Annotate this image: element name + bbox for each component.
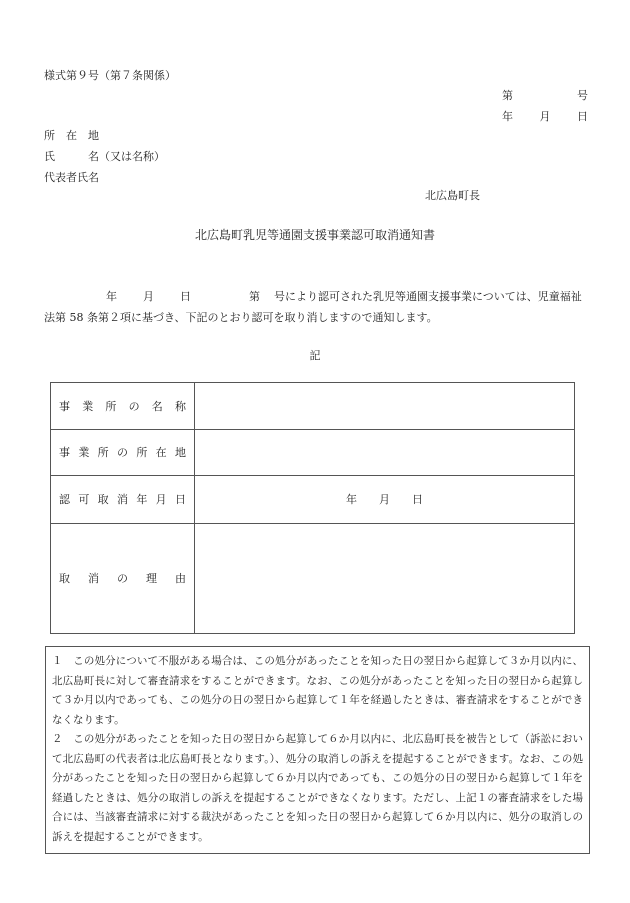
row-label (51, 383, 195, 430)
issuer-name: 北広島町長 (425, 189, 480, 202)
label-char: 取 (97, 493, 109, 506)
body-paragraph (44, 286, 584, 328)
body-day: 日 (180, 290, 191, 303)
document-number-line (502, 90, 588, 101)
label-char: 取 (59, 572, 70, 585)
label-char: 月 (155, 493, 167, 506)
number-suffix: 号 (577, 89, 588, 102)
date-year: 年 (502, 110, 513, 123)
body-year: 年 (106, 290, 117, 303)
date-day: 日 (577, 110, 588, 123)
form-number: 様式第９号（第７条関係） (44, 69, 176, 82)
document-title: 北広島町乳児等通園支援事業認可取消通知書 (194, 228, 435, 242)
label-char: の (116, 446, 128, 459)
ki-heading: 記 (309, 349, 321, 362)
table-row (51, 383, 575, 430)
label-char: 年 (136, 493, 148, 506)
label-char: 業 (82, 399, 94, 413)
label-char: の (117, 572, 128, 585)
business-name-value (195, 383, 575, 430)
notice-item-2: ２ この処分があったことを知った日の翌日から起算して６か月以内に、北広島町長を被告として（訴訟において北広島町の代表者は北広島町長となります。）、処分の取消しの訴えを提起することができます。なお、この処分があったことを知った日の翌日から起算して６か月以内であっても、この処分の日の翌日から起算して１年を経過したときは、処分の取消しの訴えを提起することができなくなります。ただし、上記１の審査請求をした場合には、当該審査請求に対する裁決があったことを知った日の翌日から起算して６か月以内に、処分の取消しの訴えを提起することができます。 (52, 733, 583, 843)
label-char: 消 (88, 572, 99, 585)
label-char: 地 (174, 446, 186, 459)
table-row (51, 524, 575, 634)
label-char: 所 (105, 399, 117, 413)
label-char: 認 (59, 493, 70, 506)
body-dai: 第 (249, 290, 260, 303)
label-char: 理 (146, 572, 157, 585)
label-char: 日 (174, 493, 186, 506)
body-month: 月 (143, 290, 154, 303)
date-month: 月 (539, 110, 551, 123)
label-char: 称 (174, 399, 186, 413)
label-char: 事 (59, 399, 70, 413)
name-label: 氏 名（又は名称） (44, 150, 165, 163)
row-label (51, 524, 195, 634)
info-table (50, 382, 575, 634)
revocation-date-value: 年 月 日 (195, 476, 575, 524)
representative-label: 代表者氏名 (44, 171, 99, 184)
label-char: 名 (151, 399, 163, 413)
body-text-after: 号により認可された乳児等通園支援事業については、児童福祉法第 58 条第２項に基づき、下記のとおり認可を取り消しますので通知します。 (44, 290, 582, 324)
label-char: 由 (175, 572, 186, 585)
issue-date-line (502, 111, 588, 122)
label-char: 在 (155, 446, 167, 459)
number-prefix: 第 (502, 89, 513, 102)
row-label (51, 430, 195, 476)
table-row (51, 476, 575, 524)
label-char: 所 (97, 446, 109, 459)
label-char: の (128, 399, 140, 413)
label-char: 所 (136, 446, 148, 459)
label-char: 業 (78, 446, 90, 459)
label-char: 事 (59, 446, 70, 459)
table-row (51, 430, 575, 476)
business-address-value (195, 430, 575, 476)
row-label (51, 476, 195, 524)
address-label: 所 在 地 (44, 129, 99, 142)
notice-item-1: １ この処分について不服がある場合は、この処分があったことを知った日の翌日から起算して３か月以内に、北広島町長に対して審査請求をすることができます。なお、この処分があったことを知った日の翌日から起算して３か月以内であっても、この処分の日の翌日から起算して１年を経過したときは、審査請求をすることができなくなります。 (52, 655, 583, 726)
label-char: 可 (78, 493, 90, 506)
appeal-notice-box (45, 646, 590, 854)
label-char: 消 (116, 493, 128, 506)
revocation-reason-value (195, 524, 575, 634)
